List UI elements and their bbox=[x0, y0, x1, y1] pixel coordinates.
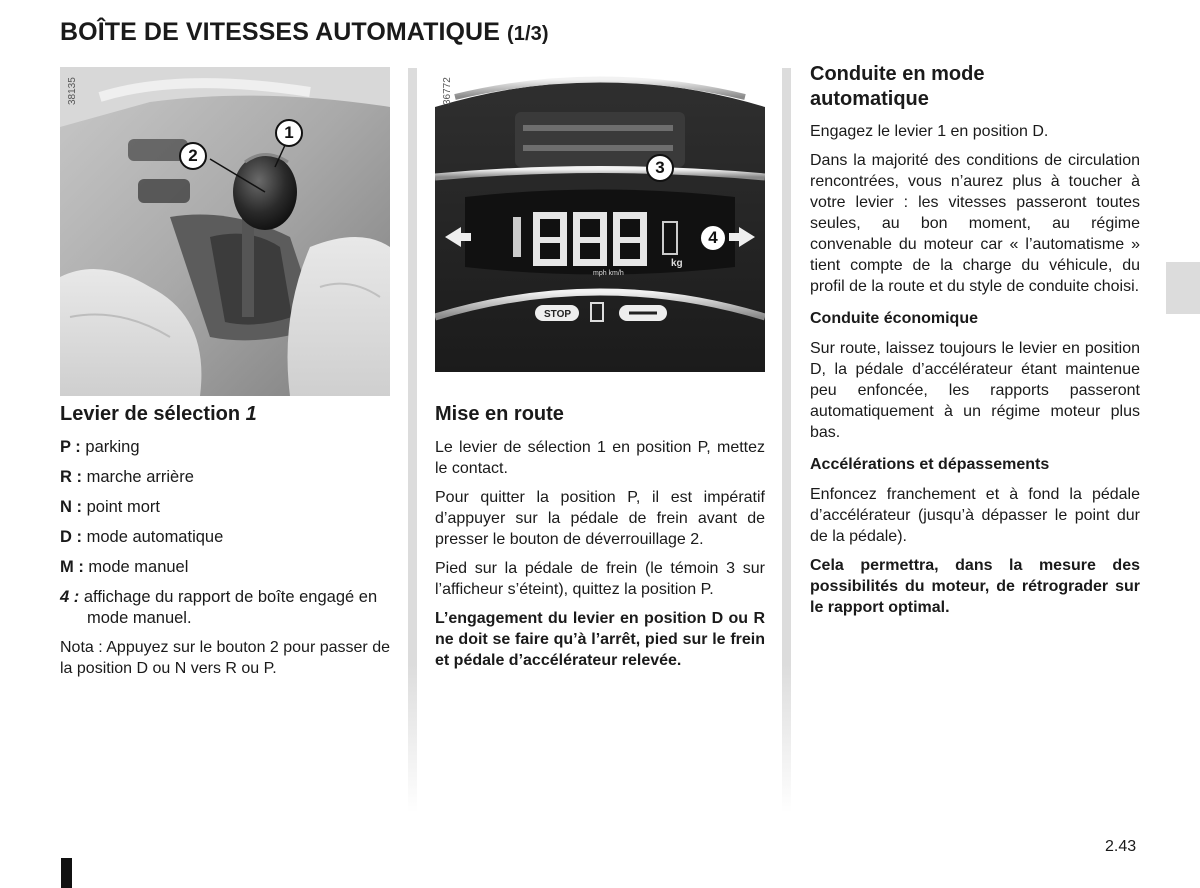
startup-section bbox=[435, 402, 765, 671]
paragraph: Pour quitter la position P, il est impératif d’appuyer sur la pédale de frein avant de presser le bouton de déverrouillage 2. bbox=[435, 489, 765, 548]
gear-position-d: D : mode automatique bbox=[60, 528, 224, 546]
gear-position-n: N : point mort bbox=[60, 498, 160, 516]
paragraph: Enfoncez franchement et à fond la pédale d’accélérateur (jusqu’à dépasser le point dur de la pédale). bbox=[810, 486, 1140, 545]
speed-unit-label: mph km/h bbox=[593, 270, 624, 277]
warning-paragraph: L’engagement du levier en position D ou R ne doit se faire qu’à l’arrêt, pied sur le frein et pédale d’accélérateur relevée. bbox=[435, 610, 765, 669]
column-separator bbox=[408, 68, 417, 813]
image-reference-code: 38135 bbox=[67, 77, 78, 105]
automatic-mode-section bbox=[810, 62, 1140, 618]
page-title-main: BOÎTE DE VITESSES AUTOMATIQUE bbox=[60, 18, 500, 46]
page-number: 2.43 bbox=[1105, 838, 1137, 855]
final-bold-paragraph: Cela permettra, dans la mesure des possibilités du moteur, de rétrograder sur le rapport optimal. bbox=[810, 557, 1140, 616]
callout-4: 4 bbox=[699, 224, 727, 252]
callout-3: 3 bbox=[646, 154, 674, 182]
gear-display-item: 4 : affichage du rapport de boîte engagé en mode manuel. bbox=[60, 588, 378, 627]
nota-text: Nota : Appuyez sur le bouton 2 pour passer de la position D ou N vers R ou P. bbox=[60, 639, 390, 677]
paragraph: Pied sur la pédale de frein (le témoin 3 sur l’afficheur s’éteint), quittez la position P. bbox=[435, 560, 765, 598]
image-reference-code: 36772 bbox=[442, 77, 453, 105]
gear-position-p: P : parking bbox=[60, 438, 140, 456]
page-title bbox=[60, 18, 549, 47]
section-heading: Conduite en mode automatique bbox=[810, 63, 985, 110]
paragraph: Engagez le levier 1 en position D. bbox=[810, 123, 1049, 140]
gear-position-r: R : marche arrière bbox=[60, 468, 194, 486]
lever-selection-section bbox=[60, 402, 390, 679]
dashboard-illustration bbox=[435, 67, 765, 372]
callout-2: 2 bbox=[179, 142, 207, 170]
gear-lever-illustration bbox=[60, 67, 390, 396]
corner-mark bbox=[61, 858, 72, 888]
gear-lever-photo bbox=[60, 67, 390, 396]
stop-start-indicator: STOP bbox=[544, 309, 572, 320]
paragraph: Sur route, laissez toujours le levier en position D, la pédale d’accélérateur étant maintenue peu enfoncée, les rapports passeront automatiquement à un régime moteur plus bas. bbox=[810, 340, 1140, 441]
dashboard-display-photo bbox=[435, 67, 765, 372]
section-heading: Levier de sélection 1 bbox=[60, 403, 257, 425]
fuel-unit-label: kg bbox=[671, 258, 683, 269]
page-title-part: (1/3) bbox=[507, 23, 549, 45]
column-separator bbox=[782, 68, 791, 813]
subheading-economy: Conduite économique bbox=[810, 310, 978, 327]
callout-1: 1 bbox=[275, 119, 303, 147]
paragraph: Dans la majorité des conditions de circulation rencontrées, vous n’aurez plus à toucher à votre levier : les vitesses passeront toutes seules, au bon moment, au régime convenable du moteur car « l’automatisme » tient compte de la charge du véhicule, du profil de la route et du style de conduite choisi. bbox=[810, 152, 1140, 295]
subheading-acceleration: Accélérations et dépassements bbox=[810, 456, 1050, 473]
section-tab bbox=[1166, 262, 1200, 314]
paragraph: Le levier de sélection 1 en position P, mettez le contact. bbox=[435, 439, 765, 477]
gear-position-m: M : mode manuel bbox=[60, 558, 189, 576]
section-heading: Mise en route bbox=[435, 403, 564, 425]
